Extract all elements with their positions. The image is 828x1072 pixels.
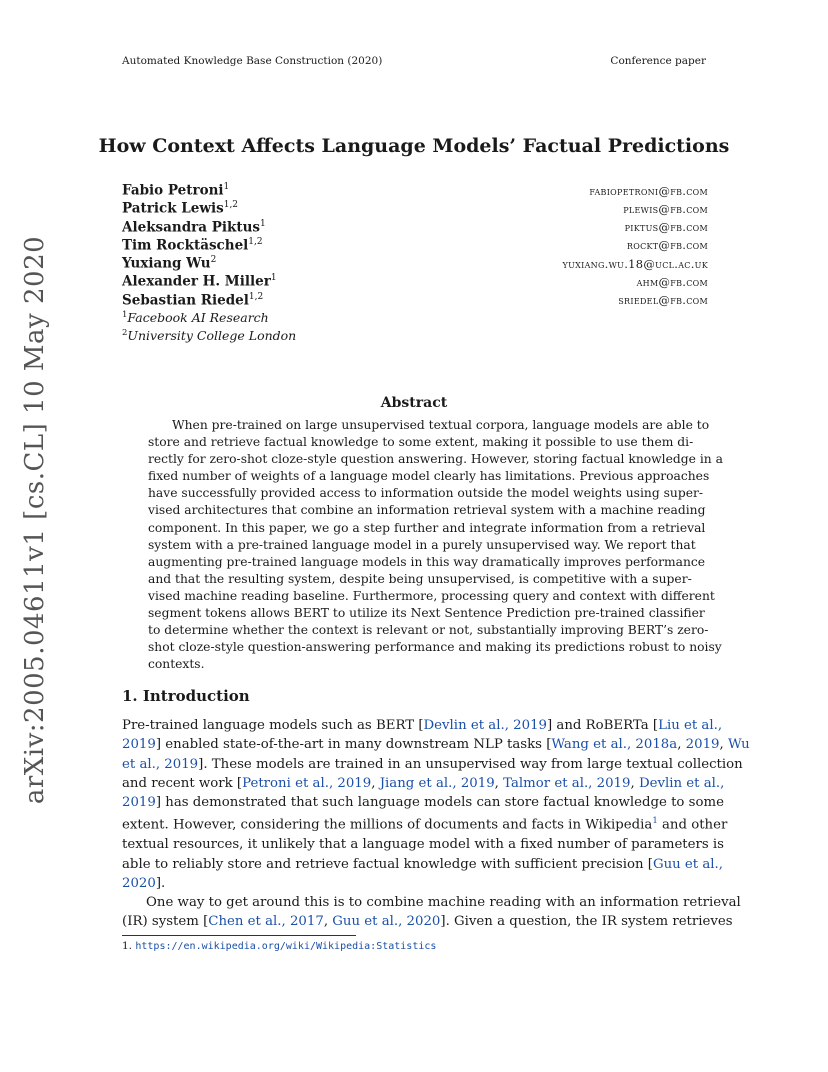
citation-link[interactable]: 2019: [685, 737, 720, 753]
intro-line: 2019] has demonstrated that such language models can store factual knowledge to some: [122, 795, 724, 811]
author-email[interactable]: yuxiang.wu.18@ucl.ac.uk: [562, 256, 708, 271]
abstract-line: have successfully provided access to information outside the model weights using super-: [148, 486, 704, 501]
abstract-line: and that the resulting system, despite being unsupervised, is competitive with a super-: [148, 571, 692, 586]
intro-line: textual resources, it unlikely that a language model with a fixed number of parameters is: [122, 837, 725, 853]
intro-line: able to reliably store and retrieve factual knowledge with sufficient precision [Guu et al.,: [122, 856, 724, 872]
author-email[interactable]: ahm@fb.com: [636, 274, 708, 289]
intro-line: 2019] enabled state-of-the-art in many downstream NLP tasks [Wang et al., 2018a, 2019, Wu: [122, 737, 750, 753]
footnote-marker[interactable]: 1: [652, 816, 658, 827]
abstract-body: [148, 417, 723, 673]
paper-type: Conference paper: [610, 55, 706, 67]
author-name: Aleksandra Piktus$^1$: [122, 218, 266, 236]
abstract-line: vised machine reading baseline. Furthermore, processing query and context with different: [148, 588, 715, 603]
citation-link[interactable]: Liu et al.,: [658, 718, 723, 733]
intro-line: Pre-trained language models such as BERT [Devlin et al., 2019] and RoBERTa [Liu et al.,: [122, 718, 723, 733]
intro-line: et al., 2019]. These models are trained in an unsupervised way from large textual collection: [122, 756, 743, 772]
citation-link[interactable]: 2019: [122, 737, 156, 753]
citation-link[interactable]: Talmor et al., 2019: [503, 775, 631, 791]
abstract-line: fixed number of weights of a language model clearly has limitations. Previous approaches: [148, 469, 710, 484]
arxiv-stamp: [10, 235, 60, 805]
abstract-line: augmenting pre-trained language models in this way dramatically improves performance: [148, 554, 706, 569]
author-name: Patrick Lewis$^{1,2}$: [122, 200, 239, 217]
citation-link[interactable]: Guu et al., 2020: [332, 914, 441, 930]
author-email[interactable]: rockt@fb.com: [626, 238, 708, 253]
citation-link[interactable]: Petroni et al., 2019: [242, 775, 372, 791]
citation-link[interactable]: Wang et al., 2018a: [551, 737, 678, 753]
affiliation: $^1$Facebook AI Research: [122, 310, 269, 326]
author-row: [122, 292, 708, 310]
citation-link[interactable]: Devlin et al., 2019: [423, 718, 547, 733]
abstract-line: segment tokens allows BERT to utilize its Next Sentence Prediction pre-trained classifier: [148, 606, 705, 621]
footnote-number: 1.: [122, 940, 133, 952]
citation-link[interactable]: Jiang et al., 2019: [379, 775, 495, 791]
author-row: [122, 237, 708, 255]
citation-link[interactable]: et al., 2019: [122, 756, 199, 772]
abstract-line: shot cloze-style question-answering performance and making its predictions robust to noisy: [148, 640, 722, 655]
intro-line: and recent work [Petroni et al., 2019, Jiang et al., 2019, Talmor et al., 2019, Devlin et al.,: [122, 775, 725, 791]
abstract-line: contexts.: [148, 657, 205, 672]
abstract-line: store and retrieve factual knowledge to some extent, making it possible to use them di-: [148, 435, 694, 450]
abstract-line: system with a pre-trained language model in a purely unsupervised way. We report that: [148, 537, 696, 552]
paper-title: How Context Affects Language Models’ Factual Predictions: [98, 135, 730, 157]
intro-line: One way to get around this is to combine machine reading with an information retrieval: [146, 895, 741, 911]
footnote: [122, 940, 436, 952]
author-block: [122, 182, 708, 347]
introduction-body: [122, 716, 750, 932]
author-name: Fabio Petroni$^1$: [122, 182, 230, 199]
running-head: [122, 55, 706, 67]
abstract-line: vised architectures that combine an information retrieval system with a machine reading: [148, 503, 706, 518]
author-row: [122, 219, 708, 237]
citation-link[interactable]: 2019: [122, 795, 156, 811]
footnote-url-link[interactable]: https://en.wikipedia.org/wiki/Wikipedia:Statistics: [135, 941, 437, 952]
footnote-divider: [122, 935, 356, 936]
citation-link[interactable]: Devlin et al.,: [638, 775, 725, 791]
author-email[interactable]: plewis@fb.com: [623, 201, 708, 216]
conference-name: Automated Knowledge Base Construction (2020): [122, 55, 383, 67]
author-email[interactable]: sriedel@fb.com: [618, 293, 708, 308]
citation-link[interactable]: Guu et al.,: [652, 856, 724, 872]
abstract-line: to determine whether the context is relevant or not, substantially improving BERT’s zero-: [148, 623, 709, 638]
author-email[interactable]: piktus@fb.com: [624, 220, 708, 235]
author-name: Sebastian Riedel$^{1,2}$: [122, 291, 264, 309]
author-row: [122, 200, 708, 218]
abstract-line: rectly for zero-shot cloze-style question answering. However, storing factual knowledge in a: [148, 452, 723, 467]
citation-link[interactable]: 2020: [122, 875, 156, 891]
author-email[interactable]: fabiopetroni@fb.com: [589, 183, 708, 198]
author-row: [122, 255, 708, 273]
section-heading-introduction: 1. Introduction: [122, 687, 250, 705]
intro-line: (IR) system [Chen et al., 2017, Guu et al., 2020]. Given a question, the IR system retrieves: [122, 914, 733, 930]
abstract-heading: Abstract: [380, 395, 448, 411]
affiliation: $^2$University College London: [122, 328, 297, 344]
abstract-line: When pre-trained on large unsupervised textual corpora, language models are able to: [172, 418, 710, 432]
abstract-line: component. In this paper, we go a step further and integrate information from a retrieval: [148, 520, 706, 535]
author-row: [122, 273, 708, 291]
citation-link[interactable]: Chen et al., 2017: [208, 914, 324, 930]
intro-line: 2020].: [122, 875, 166, 891]
author-name: Alexander H. Miller$^1$: [122, 273, 277, 290]
citation-link[interactable]: Wu: [727, 737, 750, 753]
arxiv-stamp-text: arXiv:2005.04611v1 [cs.CL] 10 May 2020: [20, 235, 50, 805]
intro-line: extent. However, considering the millions of documents and facts in Wikipedia$^1$ and other: [122, 816, 728, 833]
author-name: Yuxiang Wu$^2$: [122, 255, 217, 272]
author-row: [122, 182, 708, 200]
author-name: Tim Rocktäschel$^{1,2}$: [122, 236, 263, 254]
